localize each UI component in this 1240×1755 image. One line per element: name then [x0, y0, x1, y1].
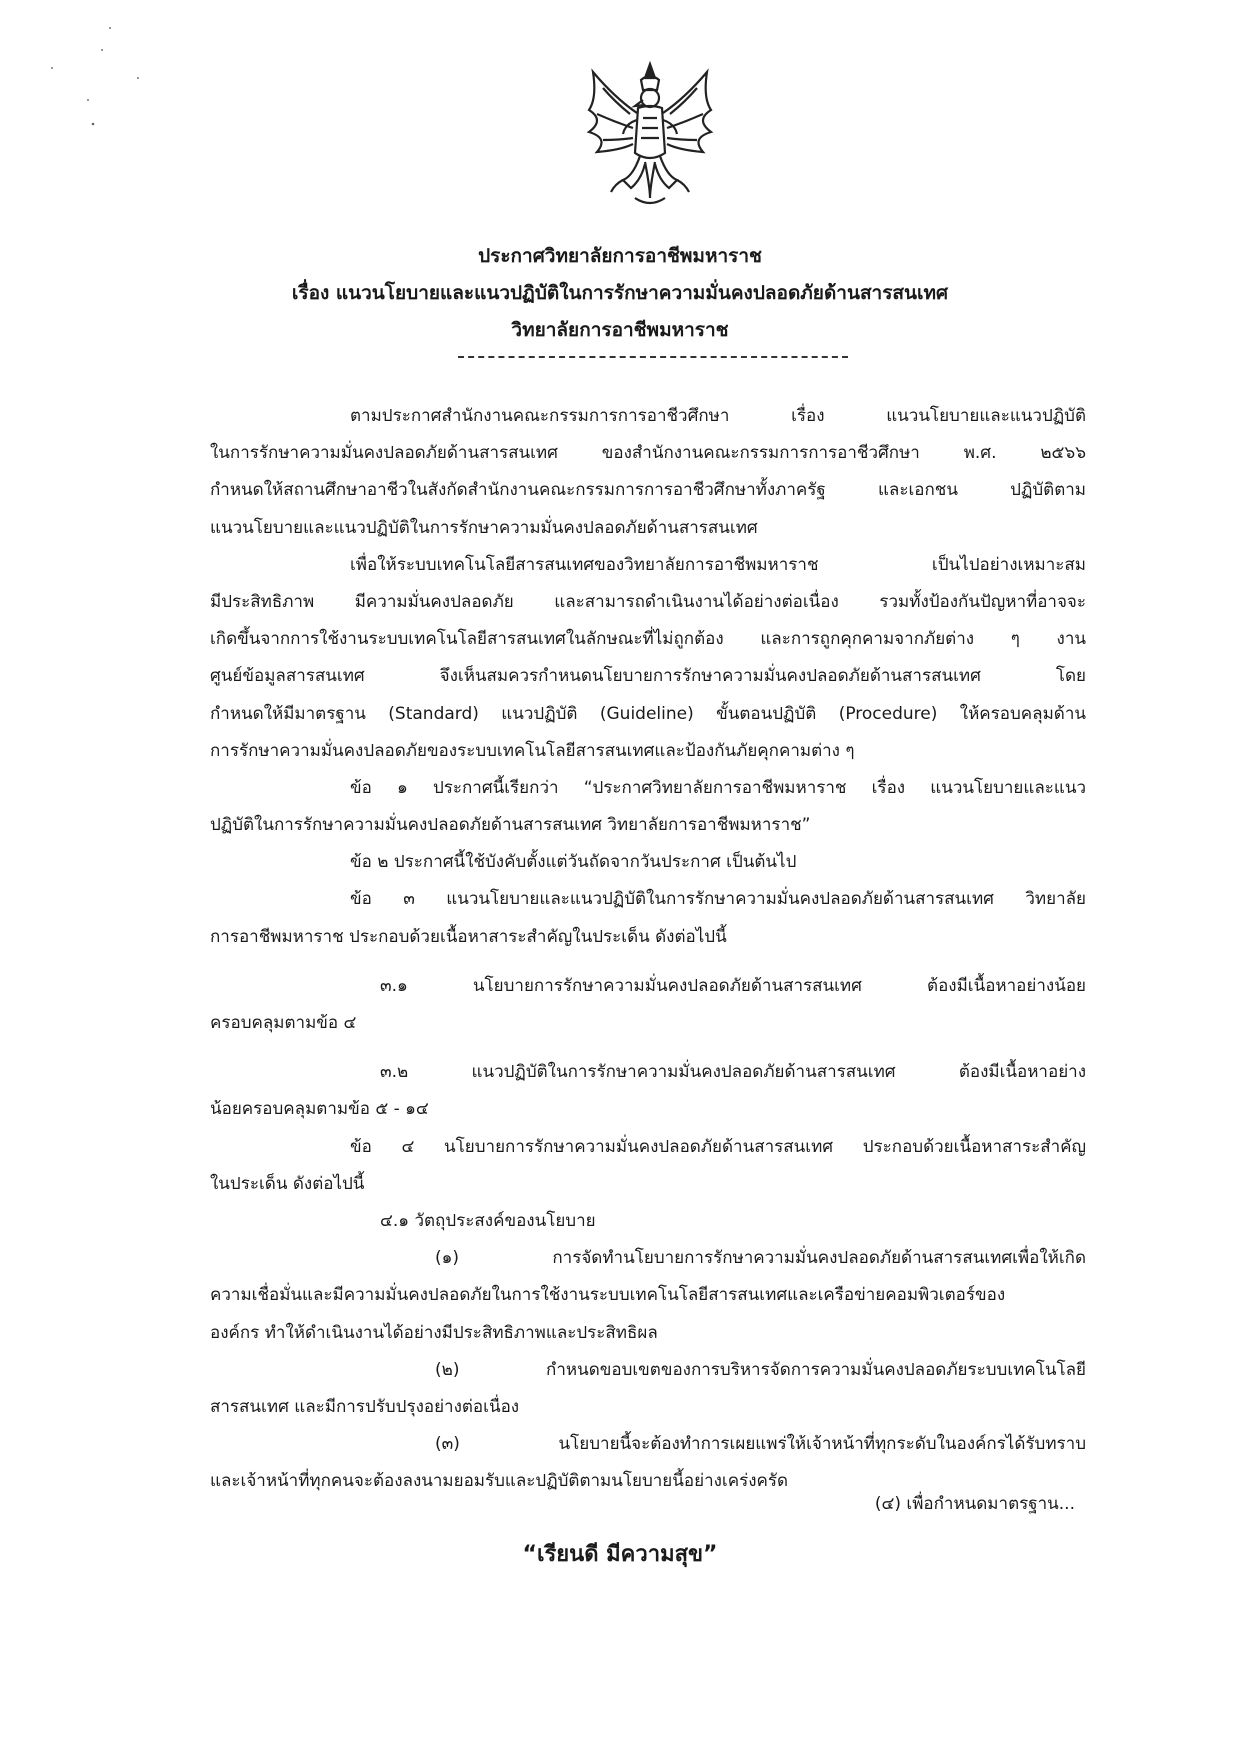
clause-1: ข้อ ๑ ประกาศนี้เรียกว่า “ประกาศวิทยาลัยการอาชีพมหาราช เรื่อง แนวนโยบายและแนว — [350, 777, 1086, 798]
clause-3-2: ๓.๒ แนวปฏิบัติในการรักษาความมั่นคงปลอดภัยด้านสารสนเทศ ต้องมีเนื้อหาอย่าง — [380, 1062, 1086, 1083]
institution-name: วิทยาลัยการอาชีพมหาราช — [511, 319, 729, 341]
page-continuation: (๔) เพื่อกำหนดมาตรฐาน... — [874, 1494, 1075, 1514]
clause-2: ข้อ ๒ ประกาศนี้ใช้บังคับตั้งแต่วันถัดจากวันประกาศ เป็นต้นไป — [350, 852, 797, 873]
paragraph-line: สารสนเทศ และมีการปรับปรุงอย่างต่อเนื่อง — [210, 1396, 520, 1417]
paragraph-line: เกิดขึ้นจากการใช้งานระบบเทคโนโลยีสารสนเทศในลักษณะที่ไม่ถูกต้อง และการถูกคุกคามจากภัยต่าง ๆ งาน — [210, 629, 1086, 650]
clause-3-1: ๓.๑ นโยบายการรักษาความมั่นคงปลอดภัยด้านสารสนเทศ ต้องมีเนื้อหาอย่างน้อย — [380, 975, 1086, 996]
clause-4-1-item-3: (๓) นโยบายนี้จะต้องทำการเผยแพร่ให้เจ้าหน้าที่ทุกระดับในองค์กรได้รับทราบ — [435, 1434, 1086, 1455]
paragraph-line: ในการรักษาความมั่นคงปลอดภัยด้านสารสนเทศ ของสำนักงานคณะกรรมการการอาชีวศึกษา พ.ศ. ๒๕๖๖ — [210, 443, 1086, 464]
paragraph-line: น้อยครอบคลุมตามข้อ ๕ - ๑๔ — [210, 1099, 429, 1120]
clause-4: ข้อ ๔ นโยบายการรักษาความมั่นคงปลอดภัยด้านสารสนเทศ ประกอบด้วยเนื้อหาสาระสำคัญ — [350, 1136, 1086, 1157]
paragraph-line: ศูนย์ข้อมูลสารสนเทศ จึงเห็นสมควรกำหนดนโยบายการรักษาความมั่นคงปลอดภัยด้านสารสนเทศ โดย — [210, 666, 1086, 687]
announcement-subject: เรื่อง แนวนโยบายและแนวปฏิบัติในการรักษาความมั่นคงปลอดภัยด้านสารสนเทศ — [291, 282, 949, 304]
paragraph-line: ความเชื่อมั่นและมีความมั่นคงปลอดภัยในการใช้งานระบบเทคโนโลยีสารสนเทศและเครือข่ายคอมพิวเตอร์ของ — [210, 1285, 1006, 1306]
paragraph-line: การอาชีพมหาราช ประกอบด้วยเนื้อหาสาระสำคัญในประเด็น ดังต่อไปนี้ — [210, 926, 727, 947]
paragraph-line: เพื่อให้ระบบเทคโนโลยีสารสนเทศของวิทยาลัยการอาชีพมหาราช เป็นไปอย่างเหมาะสม — [350, 554, 1086, 575]
paragraph-line: การรักษาความมั่นคงปลอดภัยของระบบเทคโนโลยีสารสนเทศและป้องกันภัยคุกคามต่าง ๆ — [210, 740, 855, 761]
clause-4-1: ๔.๑ วัตถุประสงค์ของนโยบาย — [380, 1210, 596, 1231]
document-body — [210, 398, 1086, 1500]
header-divider — [458, 356, 848, 358]
clause-4-1-item-2: (๒) กำหนดขอบเขตของการบริหารจัดการความมั่นคงปลอดภัยระบบเทคโนโลยี — [435, 1359, 1086, 1380]
scan-specks — [40, 20, 160, 140]
paragraph-line: ตามประกาศสำนักงานคณะกรรมการการอาชีวศึกษา เรื่อง แนวนโยบายและแนวปฏิบัติ — [350, 406, 1086, 426]
paragraph-line: และเจ้าหน้าที่ทุกคนจะต้องลงนามยอมรับและปฏิบัติตามนโยบายนี้อย่างเคร่งครัด — [210, 1471, 789, 1492]
paragraph-line: แนวนโยบายและแนวปฏิบัติในการรักษาความมั่นคงปลอดภัยด้านสารสนเทศ — [210, 517, 758, 538]
clause-3: ข้อ ๓ แนวนโยบายและแนวปฏิบัติในการรักษาความมั่นคงปลอดภัยด้านสารสนเทศ วิทยาลัย — [350, 889, 1086, 910]
paragraph-line: ครอบคลุมตามข้อ ๔ — [210, 1013, 357, 1033]
announcement-title: ประกาศวิทยาลัยการอาชีพมหาราช — [478, 245, 762, 267]
paragraph-line: กำหนดให้สถานศึกษาอาชีวในสังกัดสำนักงานคณะกรรมการการอาชีวศึกษาทั้งภาครัฐ และเอกชน ปฏิบัติตาม — [210, 480, 1086, 501]
paragraph-line: มีประสิทธิภาพ มีความมั่นคงปลอดภัย และสามารถดำเนินงานได้อย่างต่อเนื่อง รวมทั้งป้องกันปัญหาที่อาจจะ — [210, 591, 1086, 612]
paragraph-line: องค์กร ทำให้ดำเนินงานได้อย่างมีประสิทธิภาพและประสิทธิผล — [210, 1322, 658, 1343]
clause-4-1-item-1: (๑) การจัดทำนโยบายการรักษาความมั่นคงปลอดภัยด้านสารสนเทศเพื่อให้เกิด — [435, 1248, 1086, 1269]
paragraph-line: ปฏิบัติในการรักษาความมั่นคงปลอดภัยด้านสารสนเทศ วิทยาลัยการอาชีพมหาราช” — [210, 815, 811, 836]
paragraph-line: ในประเด็น ดังต่อไปนี้ — [210, 1173, 365, 1194]
college-motto: “เรียนดี มีความสุข” — [522, 1542, 718, 1567]
garuda-emblem-icon — [575, 58, 725, 218]
paragraph-line: กำหนดให้มีมาตรฐาน (Standard) แนวปฏิบัติ (Guideline) ขั้นตอนปฏิบัติ (Procedure) ให้ครอบคลุมด้าน — [210, 703, 1086, 724]
